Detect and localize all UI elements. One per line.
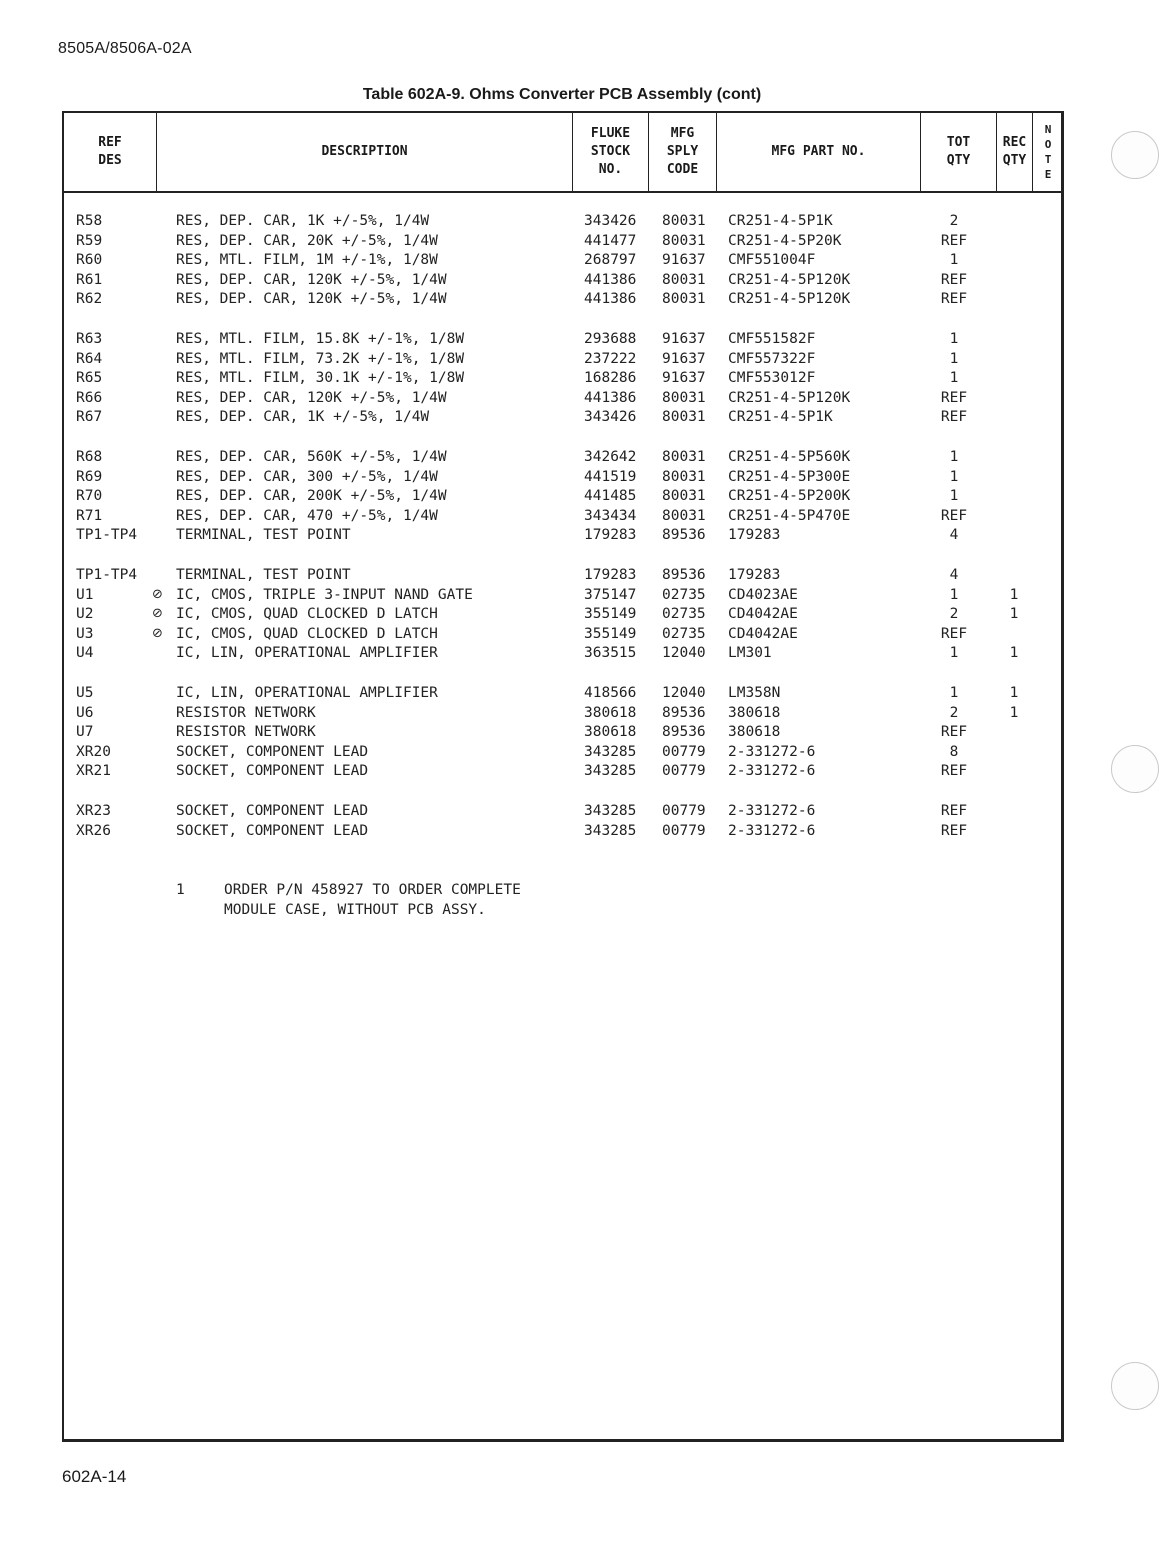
cell-ref: U5 [76,685,94,701]
cell-code: 02735 [662,606,706,623]
cell-desc: SOCKET, COMPONENT LEAD [176,763,369,780]
cell-qty: 1 [949,370,959,387]
header-ref-des: REF DES [64,113,157,191]
cell-part: CR251-4-5P470E [728,507,851,524]
cell-stock: 363515 [584,645,637,662]
cell-code: 80031 [662,488,706,505]
cell-code: 89536 [662,527,706,544]
cell-ref: R61 [76,271,103,288]
cell-stock: 179283 [584,567,637,583]
cell-qty: 4 [949,527,959,544]
cell-desc: RES, MTL. FILM, 15.8K +/-1%, 1/8W [176,331,465,347]
cell-desc: TERMINAL, TEST POINT [176,567,351,583]
cell-ref: U6 [76,704,94,721]
cell-stock: 441477 [584,232,637,249]
cell-desc: IC, LIN, OPERATIONAL AMPLIFIER [176,645,438,662]
cell-desc: IC, CMOS, TRIPLE 3-INPUT NAND GATE [176,586,473,603]
cell-part: CMF551004F [728,252,816,269]
cell-stock: 380618 [584,724,637,741]
cell-stock: 343285 [584,763,637,780]
cell-part: 179283 [728,567,781,583]
cell-code: 80031 [662,507,706,524]
cell-qty: 1 [949,645,959,662]
cell-part: CMF553012F [728,370,816,387]
cell-code: 91637 [662,252,706,269]
cell-ref: R65 [76,370,103,387]
cell-desc: RES, DEP. CAR, 20K +/-5%, 1/4W [176,232,438,249]
cell-part: 179283 [728,527,781,544]
cell-desc: RESISTOR NETWORK [176,724,316,741]
cell-part: 380618 [728,724,781,741]
cell-qty: REF [940,822,968,839]
header-mfg-sply-code: MFG SPLY CODE [649,113,717,191]
cell-code: 12040 [662,685,706,701]
cell-rec: 1 [1009,704,1019,721]
cell-part: CD4042AE [728,606,798,623]
cell-code: 80031 [662,409,706,426]
cell-part: CD4042AE [728,625,798,642]
cell-qty: 4 [949,567,959,583]
cell-code: 80031 [662,291,706,308]
cell-part: LM301 [728,645,772,662]
cell-stock: 355149 [584,625,637,642]
cell-part: 380618 [728,704,781,721]
cell-code: 89536 [662,567,706,583]
cell-stock: 441386 [584,291,637,308]
cell-desc: RES, DEP. CAR, 1K +/-5%, 1/4W [176,409,430,426]
cell-ref: XR21 [76,763,111,780]
parts-table [62,111,1064,1442]
cell-stock: 355149 [584,606,637,623]
cell-ref: U4 [76,645,94,662]
cell-stock: 343285 [584,803,637,819]
cell-part: 2-331272-6 [728,822,816,839]
footnote-line-1: ORDER P/N 458927 TO ORDER COMPLETE [224,882,521,898]
header-description: DESCRIPTION [157,113,573,191]
binder-hole [1111,745,1159,793]
cell-ref: TP1-TP4 [76,567,138,583]
cell-ref: R59 [76,232,103,249]
cell-stock: 343285 [584,822,637,839]
cell-stock: 441485 [584,488,637,505]
cell-ref: U7 [76,724,94,741]
cell-desc: SOCKET, COMPONENT LEAD [176,803,369,819]
cell-qty: 1 [949,252,959,269]
cell-ref: XR20 [76,743,111,760]
cell-desc: RES, DEP. CAR, 200K +/-5%, 1/4W [176,488,447,505]
cell-part: 2-331272-6 [728,763,816,780]
cell-stock: 418566 [584,685,637,701]
cell-qty: REF [940,625,968,642]
cell-code: 80031 [662,213,706,229]
cell-qty: 1 [949,488,959,505]
binder-hole [1111,131,1159,179]
cell-ref: U1 [76,586,94,603]
cell-ref: TP1-TP4 [76,527,138,544]
cell-ref: U3 [76,625,94,642]
cell-part: CR251-4-5P120K [728,291,851,308]
cell-part: CR251-4-5P1K [728,213,833,229]
cell-part: CR251-4-5P120K [728,389,851,406]
cell-code: 91637 [662,350,706,367]
cell-code: 02735 [662,625,706,642]
cell-qty: REF [940,763,968,780]
cell-ref: R68 [76,449,103,465]
cell-ref: R67 [76,409,103,426]
page-number: 602A-14 [62,1467,127,1486]
cell-qty: REF [940,803,968,819]
cell-stock: 179283 [584,527,637,544]
cell-qty: REF [940,271,968,288]
cell-stock: 441386 [584,389,637,406]
document-id: 8505A/8506A-02A [58,40,192,57]
header-mfg-part-no: MFG PART NO. [717,113,921,191]
cell-stock: 441386 [584,271,637,288]
header-fluke-stock: FLUKE STOCK NO. [573,113,649,191]
cell-qty: 1 [949,449,959,465]
cell-part: CR251-4-5P560K [728,449,851,465]
cell-stock: 343434 [584,507,637,524]
cell-code: 00779 [662,763,706,780]
cell-stock: 168286 [584,370,637,387]
cell-desc: IC, CMOS, QUAD CLOCKED D LATCH [176,625,438,642]
cell-qty: 2 [949,213,959,229]
cell-stock: 343426 [584,409,637,426]
cell-desc: RES, DEP. CAR, 1K +/-5%, 1/4W [176,213,430,229]
cell-stock: 237222 [584,350,637,367]
cell-part: CMF557322F [728,350,816,367]
cell-code: 12040 [662,645,706,662]
cell-mark: ⊘ [152,606,163,622]
cell-part: CD4023AE [728,586,798,603]
cell-ref: U2 [76,606,94,623]
cell-desc: RESISTOR NETWORK [176,704,316,721]
table-title: Table 602A-9. Ohms Converter PCB Assembly (cont) [362,86,762,103]
cell-code: 89536 [662,704,706,721]
cell-part: CR251-4-5P1K [728,409,833,426]
header-tot-qty: TOT QTY [921,113,997,191]
cell-ref: XR26 [76,822,111,839]
cell-code: 80031 [662,468,706,485]
cell-qty: 1 [949,685,959,701]
cell-desc: RES, DEP. CAR, 470 +/-5%, 1/4W [176,507,438,524]
cell-part: 2-331272-6 [728,803,816,819]
cell-mark: ⊘ [152,586,163,602]
cell-stock: 441519 [584,468,637,485]
binder-hole [1111,1362,1159,1410]
cell-rec: 1 [1009,645,1019,662]
cell-desc: RES, DEP. CAR, 120K +/-5%, 1/4W [176,271,447,288]
cell-part: CMF551582F [728,331,816,347]
cell-part: CR251-4-5P20K [728,232,842,249]
cell-code: 80031 [662,271,706,288]
cell-stock: 343285 [584,743,637,760]
cell-stock: 343426 [584,213,637,229]
cell-desc: RES, MTL. FILM, 30.1K +/-1%, 1/8W [176,370,465,387]
cell-ref: R71 [76,507,103,524]
cell-part: CR251-4-5P120K [728,271,851,288]
cell-qty: REF [940,232,968,249]
cell-ref: R70 [76,488,103,505]
footnote-number: 1 [176,882,185,898]
cell-part: CR251-4-5P200K [728,488,851,505]
cell-qty: REF [940,389,968,406]
cell-desc: SOCKET, COMPONENT LEAD [176,822,369,839]
cell-ref: R63 [76,331,103,347]
cell-code: 91637 [662,331,706,347]
cell-rec: 1 [1009,606,1019,623]
cell-ref: R66 [76,389,103,406]
cell-code: 00779 [662,803,706,819]
cell-stock: 342642 [584,449,637,465]
cell-desc: RES, DEP. CAR, 560K +/-5%, 1/4W [176,449,447,465]
table-header [64,113,1061,193]
cell-desc: RES, DEP. CAR, 120K +/-5%, 1/4W [176,291,447,308]
cell-rec: 1 [1009,586,1019,603]
cell-qty: 1 [949,468,959,485]
header-rec-qty: REC QTY [997,113,1033,191]
cell-code: 80031 [662,449,706,465]
cell-code: 91637 [662,370,706,387]
cell-code: 80031 [662,389,706,406]
cell-desc: IC, CMOS, QUAD CLOCKED D LATCH [176,606,438,623]
cell-qty: 2 [949,704,959,721]
cell-desc: IC, LIN, OPERATIONAL AMPLIFIER [176,685,438,701]
cell-desc: RES, DEP. CAR, 300 +/-5%, 1/4W [176,468,438,485]
cell-desc: TERMINAL, TEST POINT [176,527,351,544]
cell-qty: 1 [949,331,959,347]
cell-qty: REF [940,409,968,426]
cell-code: 02735 [662,586,706,603]
cell-stock: 375147 [584,586,637,603]
cell-qty: 1 [949,350,959,367]
cell-part: LM358N [728,685,781,701]
cell-qty: 1 [949,586,959,603]
cell-stock: 380618 [584,704,637,721]
cell-code: 80031 [662,232,706,249]
cell-qty: REF [940,291,968,308]
cell-desc: RES, MTL. FILM, 73.2K +/-1%, 1/8W [176,350,465,367]
cell-desc: SOCKET, COMPONENT LEAD [176,743,369,760]
cell-ref: R58 [76,213,103,229]
cell-desc: RES, MTL. FILM, 1M +/-1%, 1/8W [176,252,438,269]
footnote-line-2: MODULE CASE, WITHOUT PCB ASSY. [224,902,486,918]
cell-ref: XR23 [76,803,111,819]
cell-ref: R60 [76,252,103,269]
cell-rec: 1 [1009,685,1019,701]
cell-code: 89536 [662,724,706,741]
cell-code: 00779 [662,822,706,839]
cell-stock: 293688 [584,331,637,347]
cell-qty: 2 [949,606,959,623]
cell-desc: RES, DEP. CAR, 120K +/-5%, 1/4W [176,389,447,406]
cell-part: 2-331272-6 [728,743,816,760]
cell-qty: REF [940,724,968,741]
cell-qty: REF [940,507,968,524]
cell-ref: R64 [76,350,103,367]
header-note: N O T E [1044,123,1052,181]
cell-mark: ⊘ [152,625,163,641]
cell-part: CR251-4-5P300E [728,468,851,485]
cell-code: 00779 [662,743,706,760]
cell-ref: R62 [76,291,103,308]
cell-ref: R69 [76,468,103,485]
cell-stock: 268797 [584,252,637,269]
cell-qty: 8 [949,743,959,760]
